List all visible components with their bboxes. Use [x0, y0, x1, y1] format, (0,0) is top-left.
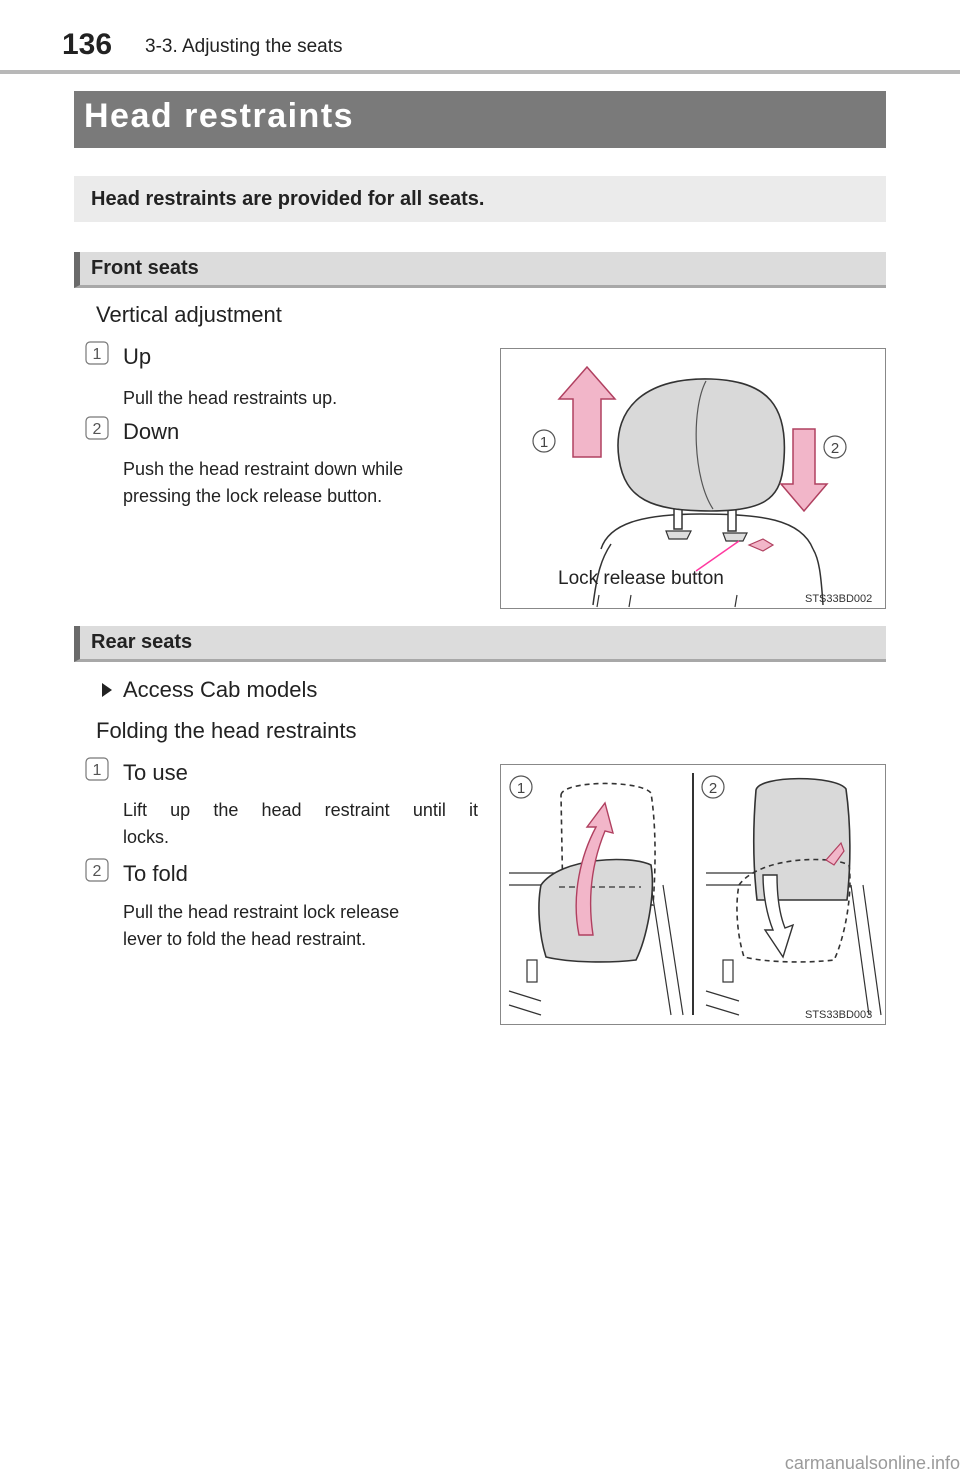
rear-seat-figure: [500, 764, 886, 1025]
svg-text:1: 1: [92, 346, 102, 363]
intro-text: Head restraints are provided for all seats.: [91, 188, 485, 210]
step-up-label: Up: [123, 344, 152, 369]
step-down-desc-line1: Push the head restraint down while: [123, 459, 404, 479]
step-2-icon: [85, 416, 109, 440]
section-reference: 3-3. Adjusting the seats: [145, 36, 343, 57]
lock-release-callout: Lock release button: [558, 568, 724, 589]
svg-text:1: 1: [539, 434, 549, 451]
front-seat-figure: [500, 348, 886, 609]
watermark: carmanualsonline.info: [784, 1453, 960, 1473]
step-down-desc-line2: pressing the lock release button.: [123, 486, 383, 506]
svg-text:2: 2: [92, 863, 102, 880]
front-seats-heading: Front seats: [91, 257, 199, 279]
rear-step-1-icon: [85, 757, 109, 781]
step-to-fold-desc-line1: Pull the head restraint lock release: [123, 902, 400, 922]
page-number: 136: [62, 28, 113, 61]
svg-text:1: 1: [92, 762, 102, 779]
svg-text:1: 1: [516, 780, 526, 797]
rear-step-2-icon: [85, 858, 109, 882]
page-title: Head restraints: [84, 97, 355, 135]
step-to-use-desc-line2: locks.: [123, 827, 170, 847]
svg-text:2: 2: [830, 440, 840, 457]
figure-code-front: STS33BD002: [805, 593, 873, 605]
figure-code-rear: STS33BD003: [805, 1009, 873, 1021]
step-to-fold-desc-line2: lever to fold the head restraint.: [123, 929, 367, 949]
access-cab-models: Access Cab models: [123, 677, 318, 702]
rear-headrest-illustration: [501, 765, 885, 1024]
folding-title: Folding the head restraints: [96, 718, 357, 743]
vertical-adjustment-title: Vertical adjustment: [96, 302, 282, 327]
step-down-label: Down: [123, 419, 180, 444]
triangle-bullet-icon: [100, 681, 114, 699]
step-to-use-label: To use: [123, 760, 188, 785]
svg-text:2: 2: [708, 780, 718, 797]
step-to-fold-label: To fold: [123, 861, 188, 886]
step-1-icon: [85, 341, 109, 365]
step-to-use-desc-line1: Lift up the head restraint until it: [123, 800, 478, 820]
svg-text:2: 2: [92, 421, 102, 438]
step-up-desc: Pull the head restraints up.: [123, 388, 338, 408]
header-rule: [0, 70, 960, 74]
rear-seats-heading: Rear seats: [91, 631, 193, 653]
rear-seats-heading-bar: [74, 626, 886, 662]
